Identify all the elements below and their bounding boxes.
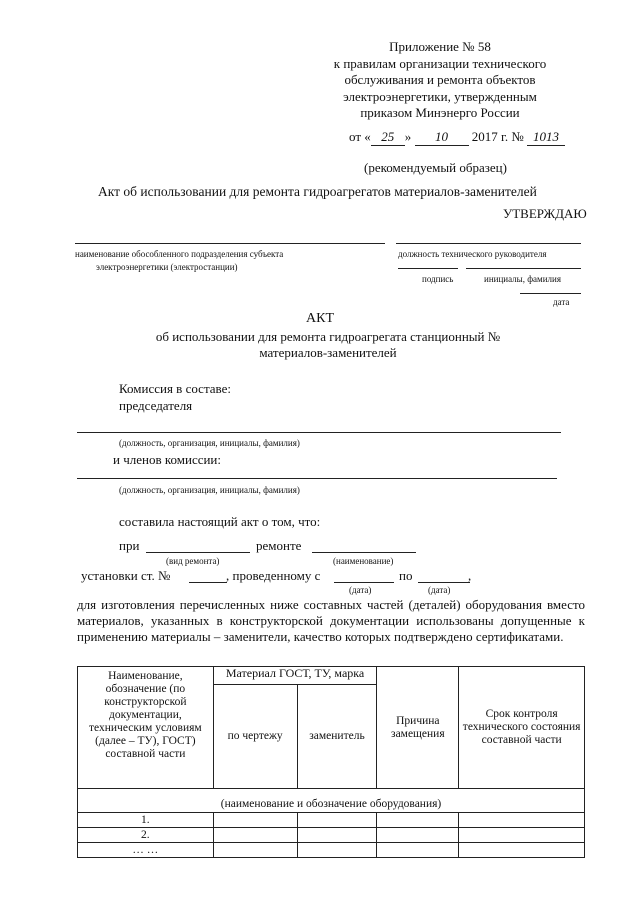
signature-line: [398, 268, 458, 269]
table-cell: [377, 843, 459, 858]
table-cell: [213, 813, 297, 828]
order-month: 10: [415, 129, 469, 146]
date-to-caption: (дата): [428, 585, 451, 595]
col-header-name: Наименование, обозначение (по конструкторской документации, техническим условиям (далее – ТУ), ГОСТ) составной части: [78, 667, 214, 789]
document-title: Акт об использовании для ремонта гидроагрегатов материалов-заменителей: [98, 184, 537, 199]
chair-line: [77, 432, 561, 433]
org-caption: наименование обособленного подразделения субъекта: [75, 249, 284, 259]
col-header-substitute: заменитель: [297, 685, 377, 789]
appendix-line: обслуживания и ремонта объектов: [344, 72, 536, 87]
col-header-per-drawing: по чертежу: [213, 685, 297, 789]
org-caption: электроэнергетики (электростанции): [96, 262, 238, 272]
order-year: 2017 г. №: [471, 129, 524, 144]
carried-out-text: , проведенному с: [226, 568, 321, 583]
commission-label: Комиссия в составе:: [119, 381, 231, 396]
table-cell: [459, 813, 585, 828]
table-cell: [213, 843, 297, 858]
signature-caption: подпись: [422, 274, 454, 284]
position-line: [396, 243, 581, 244]
table-cell: [213, 828, 297, 843]
date-to-line: [418, 582, 470, 583]
comma: ,: [468, 568, 472, 583]
chair-label: председателя: [119, 398, 193, 413]
chair-caption: (должность, организация, инициалы, фамилия): [119, 438, 300, 448]
act-subtitle: материалов-заменителей: [259, 345, 397, 360]
date-from-caption: (дата): [349, 585, 372, 595]
col-header-control-period: Срок контроля технического состояния составной части: [459, 667, 585, 789]
body-paragraph: для изготовления перечисленных ниже составных частей (деталей) оборудования вместо материалов, указанных в конструкторской документации использованы допущенные к применению материалы – заменители, качество которых подтверждено сертификатами.: [77, 597, 585, 644]
appendix-line: к правилам организации технического: [333, 55, 547, 71]
appendix-line: Приложение № 58: [389, 39, 491, 54]
initials-line: [466, 268, 581, 269]
appendix-line: электроэнергетики, утвержденным: [343, 88, 537, 104]
table-row: [78, 843, 585, 858]
date-prefix: от «: [349, 129, 371, 144]
act-title: АКТ: [306, 311, 334, 326]
name-line: [312, 552, 416, 553]
members-caption: (должность, организация, инициалы, фамилия): [119, 485, 300, 495]
position-caption: должность технического руководителя: [398, 249, 547, 259]
table-cell: [297, 843, 377, 858]
row-number: … …: [78, 843, 214, 858]
initials-caption: инициалы, фамилия: [484, 274, 561, 284]
order-day: 25: [371, 129, 405, 146]
table-cell: [297, 828, 377, 843]
approve-label: УТВЕРЖДАЮ: [503, 206, 587, 221]
members-label: и членов комиссии:: [113, 452, 222, 467]
station-number-line: [189, 582, 227, 583]
table-cell: [297, 813, 377, 828]
col-header-material: Материал ГОСТ, ТУ, марка: [213, 667, 377, 685]
repair-word: ремонте: [256, 538, 302, 553]
to-word: по: [399, 568, 413, 583]
recommended-sample: (рекомендуемый образец): [364, 160, 507, 175]
date-caption: дата: [553, 297, 570, 307]
composed-text: составила настоящий акт о том, что:: [119, 514, 321, 529]
repair-type-caption: (вид ремонта): [166, 556, 220, 566]
date-from-line: [334, 582, 394, 583]
members-line: [77, 478, 557, 479]
appendix-line: приказом Минэнерго России: [360, 105, 520, 120]
table-cell: [459, 828, 585, 843]
equipment-row: (наименование и обозначение оборудования): [78, 789, 585, 813]
table-row: [78, 813, 585, 828]
col-header-reason: Причина замещения: [377, 667, 459, 789]
row-number: 2.: [78, 828, 214, 843]
repair-type-line: [146, 552, 250, 553]
table-cell: [459, 843, 585, 858]
name-caption: (наименование): [333, 556, 394, 566]
order-date-line: [349, 129, 565, 146]
appendix-block: [300, 39, 580, 122]
at-word: при: [119, 538, 140, 553]
date-mid: »: [404, 129, 412, 144]
table-cell: [377, 828, 459, 843]
act-subtitle: об использовании для ремонта гидроагрегата станционный №: [155, 329, 501, 344]
installation-prefix: установки ст. №: [81, 568, 171, 583]
materials-table: [77, 666, 585, 858]
row-number: 1.: [78, 813, 214, 828]
table-cell: [377, 813, 459, 828]
org-name-line: [75, 243, 385, 244]
table-row: [78, 828, 585, 843]
date-line: [520, 293, 581, 294]
order-number: 1013: [527, 129, 565, 146]
